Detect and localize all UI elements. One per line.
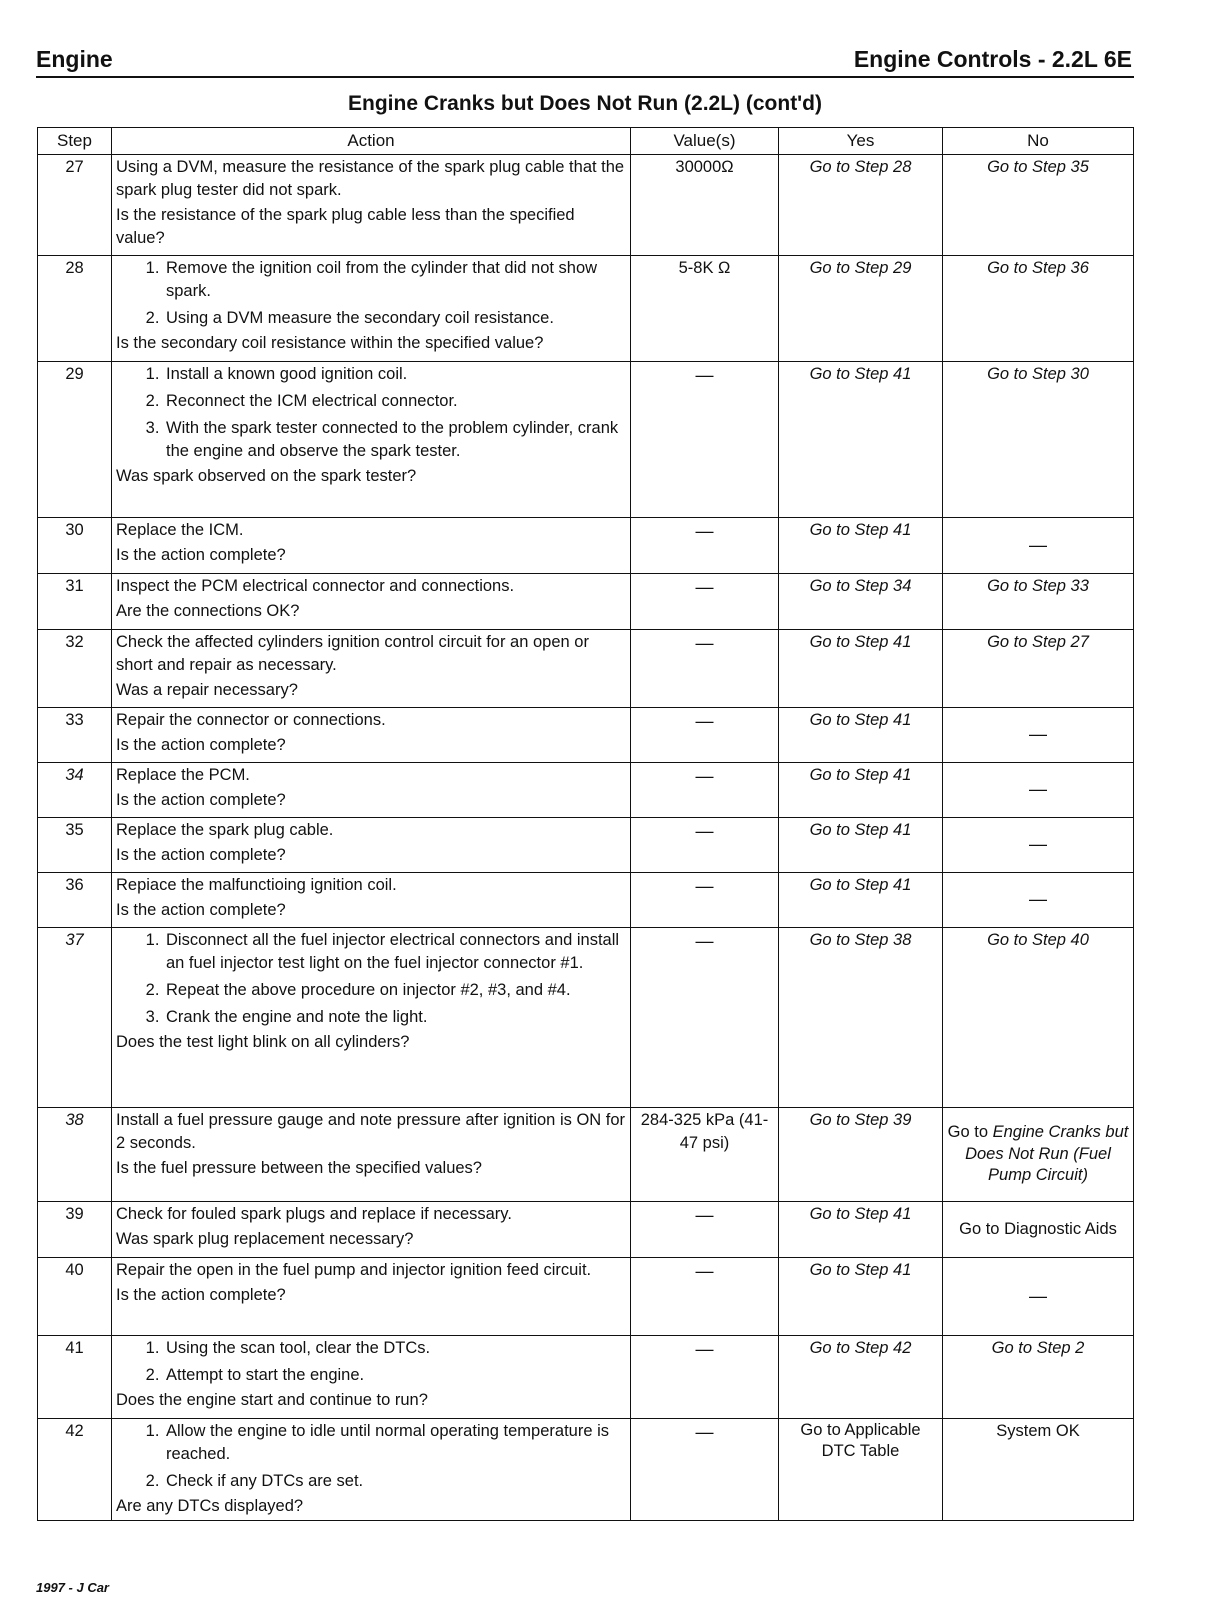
yes-cell: Go to Step 41: [779, 818, 943, 873]
no-cell: Go to Step 35: [943, 155, 1134, 256]
no-cell: Go to Step 33: [943, 574, 1134, 630]
yes-cell: Go to Step 41: [779, 362, 943, 518]
value-cell: —: [631, 708, 779, 763]
yes-cell: Go to Step 41: [779, 873, 943, 928]
yes-cell: Go to Step 29: [779, 256, 943, 362]
yes-cell: Go to Step 38: [779, 928, 943, 1108]
action-cell: [112, 1258, 631, 1336]
action-cell: [112, 818, 631, 873]
action-steps: [116, 929, 626, 1029]
action-cell: [112, 574, 631, 630]
yes-cell: Go to Step 41: [779, 763, 943, 818]
chapter-title: Engine Controls - 2.2L 6E: [853, 46, 1132, 72]
yes-cell: Go to Step 41: [779, 708, 943, 763]
step-number: 32: [38, 630, 112, 708]
action-text: Replace the spark plug cable.: [116, 821, 334, 839]
action-cell: [112, 518, 631, 574]
step-number: 38: [38, 1108, 112, 1202]
step-number: 42: [38, 1419, 112, 1521]
action-text: Check for fouled spark plugs and replace if necessary.: [116, 1205, 512, 1223]
value-cell: 5-8K Ω: [631, 256, 779, 362]
table-row: [38, 518, 1134, 574]
action-step: 1. Allow the engine to idle until normal operating temperature is reached.: [164, 1420, 626, 1466]
action-question: Does the test light blink on all cylinders?: [116, 1033, 410, 1052]
table-row: [38, 873, 1134, 928]
step-number: 33: [38, 708, 112, 763]
action-text: Replace the PCM.: [116, 766, 250, 784]
yes-cell: Go to Step 39: [779, 1108, 943, 1202]
value-cell: —: [631, 873, 779, 928]
action-cell: [112, 1336, 631, 1419]
action-text: Repair the open in the fuel pump and injector ignition feed circuit.: [116, 1261, 592, 1279]
column-header-yes: Yes: [779, 128, 943, 155]
action-step: 2. Check if any DTCs are set.: [164, 1470, 626, 1493]
no-cell: Go to Step 40: [943, 928, 1134, 1108]
action-question: Are the connections OK?: [116, 602, 300, 621]
action-steps: [116, 1420, 626, 1493]
step-number: 41: [38, 1336, 112, 1419]
table-row: [38, 574, 1134, 630]
action-question: Was a repair necessary?: [116, 681, 298, 700]
action-cell: [112, 1202, 631, 1258]
value-cell: —: [631, 763, 779, 818]
action-cell: [112, 256, 631, 362]
action-text: Inspect the PCM electrical connector and connections.: [116, 577, 515, 595]
column-header-action: Action: [112, 128, 631, 155]
table-row: [38, 928, 1134, 1108]
action-steps: [116, 257, 626, 330]
action-step: 2. Reconnect the ICM electrical connector.: [164, 390, 626, 413]
action-step: 1. Disconnect all the fuel injector electrical connectors and install an fuel injector test light on the fuel injector connector #1.: [164, 929, 626, 975]
action-question: Are any DTCs displayed?: [116, 1497, 304, 1516]
action-question: Is the action complete?: [116, 901, 286, 920]
step-number: 28: [38, 256, 112, 362]
no-cell: —: [943, 763, 1134, 818]
action-cell: [112, 928, 631, 1108]
table-row: [38, 1336, 1134, 1419]
value-cell: —: [631, 518, 779, 574]
no-cell: —: [943, 873, 1134, 928]
step-number: 40: [38, 1258, 112, 1336]
action-step: 1. Remove the ignition coil from the cylinder that did not show spark.: [164, 257, 626, 303]
column-header-no: No: [943, 128, 1134, 155]
table-row: [38, 1108, 1134, 1202]
no-cell: Go to Step 30: [943, 362, 1134, 518]
table-row: [38, 763, 1134, 818]
table-row: [38, 362, 1134, 518]
no-cell: Go to Step 36: [943, 256, 1134, 362]
no-cell: —: [943, 518, 1134, 574]
step-number: 30: [38, 518, 112, 574]
action-question: Is the action complete?: [116, 846, 286, 865]
yes-cell: Go to Step 28: [779, 155, 943, 256]
no-cell: —: [943, 708, 1134, 763]
action-question: Does the engine start and continue to run?: [116, 1391, 428, 1410]
action-step: 3. With the spark tester connected to the problem cylinder, crank the engine and observe the spark tester.: [164, 417, 626, 463]
value-cell: 30000Ω: [631, 155, 779, 256]
action-cell: [112, 1419, 631, 1521]
no-cell: [943, 1108, 1134, 1202]
go-to-prefix: Go to: [947, 1123, 993, 1142]
table-row: [38, 630, 1134, 708]
table-row: [38, 818, 1134, 873]
value-cell: —: [631, 630, 779, 708]
action-cell: [112, 873, 631, 928]
action-step: 3. Crank the engine and note the light.: [164, 1006, 626, 1029]
page-header: [36, 44, 1134, 78]
action-cell: [112, 1108, 631, 1202]
step-number: 27: [38, 155, 112, 256]
action-cell: [112, 362, 631, 518]
column-header-values: Value(s): [631, 128, 779, 155]
value-cell: —: [631, 1419, 779, 1521]
step-number: 34: [38, 763, 112, 818]
step-number: 35: [38, 818, 112, 873]
page-footer: 1997 - J Car: [36, 1580, 109, 1595]
column-header-step: Step: [38, 128, 112, 155]
no-cell: System OK: [943, 1419, 1134, 1521]
action-question: Is the action complete?: [116, 736, 286, 755]
no-cell: Go to Step 2: [943, 1336, 1134, 1419]
action-text: Using a DVM, measure the resistance of the spark plug cable that the spark plug tester did not spark.: [116, 158, 625, 200]
action-steps: [116, 1337, 626, 1387]
table-row: [38, 1258, 1134, 1336]
value-cell: —: [631, 818, 779, 873]
action-question: Is the resistance of the spark plug cable less than the specified value?: [116, 206, 575, 248]
yes-cell: Go to Step 42: [779, 1336, 943, 1419]
action-text: Replace the ICM.: [116, 521, 244, 539]
value-cell: 284-325 kPa (41-47 psi): [631, 1108, 779, 1202]
table-header-row: [38, 128, 1134, 155]
step-number: 29: [38, 362, 112, 518]
action-question: Is the action complete?: [116, 791, 286, 810]
action-step: 2. Attempt to start the engine.: [164, 1364, 626, 1387]
action-question: Was spark observed on the spark tester?: [116, 467, 417, 486]
yes-cell: Go to Step 41: [779, 518, 943, 574]
action-question: Is the action complete?: [116, 1286, 286, 1305]
table-row: [38, 155, 1134, 256]
table-title: Engine Cranks but Does Not Run (2.2L) (cont'd): [348, 92, 822, 115]
table-row: [38, 256, 1134, 362]
diagnostic-table: [37, 127, 1134, 1521]
step-number: 37: [38, 928, 112, 1108]
value-cell: —: [631, 362, 779, 518]
action-text: Check the affected cylinders ignition control circuit for an open or short and repair as necessary.: [116, 633, 589, 675]
cross-reference: Engine Cranks but Does Not Run (Fuel Pump Circuit): [965, 1123, 1129, 1185]
action-cell: [112, 708, 631, 763]
value-cell: —: [631, 574, 779, 630]
no-cell: —: [943, 818, 1134, 873]
no-cell: Go to Diagnostic Aids: [943, 1202, 1134, 1258]
action-step: 1. Install a known good ignition coil.: [164, 363, 626, 386]
action-question: Was spark plug replacement necessary?: [116, 1230, 414, 1249]
value-cell: —: [631, 1258, 779, 1336]
no-cell: —: [943, 1258, 1134, 1336]
section-title: Engine: [36, 46, 113, 72]
table-row: [38, 708, 1134, 763]
action-question: Is the secondary coil resistance within the specified value?: [116, 334, 544, 353]
value-cell: —: [631, 928, 779, 1108]
yes-cell: Go to Applicable DTC Table: [779, 1419, 943, 1521]
action-step: 2. Using a DVM measure the secondary coil resistance.: [164, 307, 626, 330]
step-number: 36: [38, 873, 112, 928]
action-text: Install a fuel pressure gauge and note pressure after ignition is ON for 2 seconds.: [116, 1111, 626, 1153]
action-question: Is the action complete?: [116, 546, 286, 565]
table-row: [38, 1202, 1134, 1258]
action-text: Repair the connector or connections.: [116, 711, 386, 729]
action-question: Is the fuel pressure between the specified values?: [116, 1159, 482, 1178]
value-cell: —: [631, 1336, 779, 1419]
step-number: 39: [38, 1202, 112, 1258]
action-cell: [112, 763, 631, 818]
action-cell: [112, 630, 631, 708]
table-row: [38, 1419, 1134, 1521]
action-cell: [112, 155, 631, 256]
yes-cell: Go to Step 41: [779, 1258, 943, 1336]
action-text: Repiace the malfunctioing ignition coil.: [116, 876, 397, 894]
no-cell: Go to Step 27: [943, 630, 1134, 708]
yes-cell: Go to Step 41: [779, 1202, 943, 1258]
action-steps: [116, 363, 626, 463]
step-number: 31: [38, 574, 112, 630]
action-step: 2. Repeat the above procedure on injector #2, #3, and #4.: [164, 979, 626, 1002]
yes-cell: Go to Step 41: [779, 630, 943, 708]
yes-cell: Go to Step 34: [779, 574, 943, 630]
action-step: 1. Using the scan tool, clear the DTCs.: [164, 1337, 626, 1360]
value-cell: —: [631, 1202, 779, 1258]
